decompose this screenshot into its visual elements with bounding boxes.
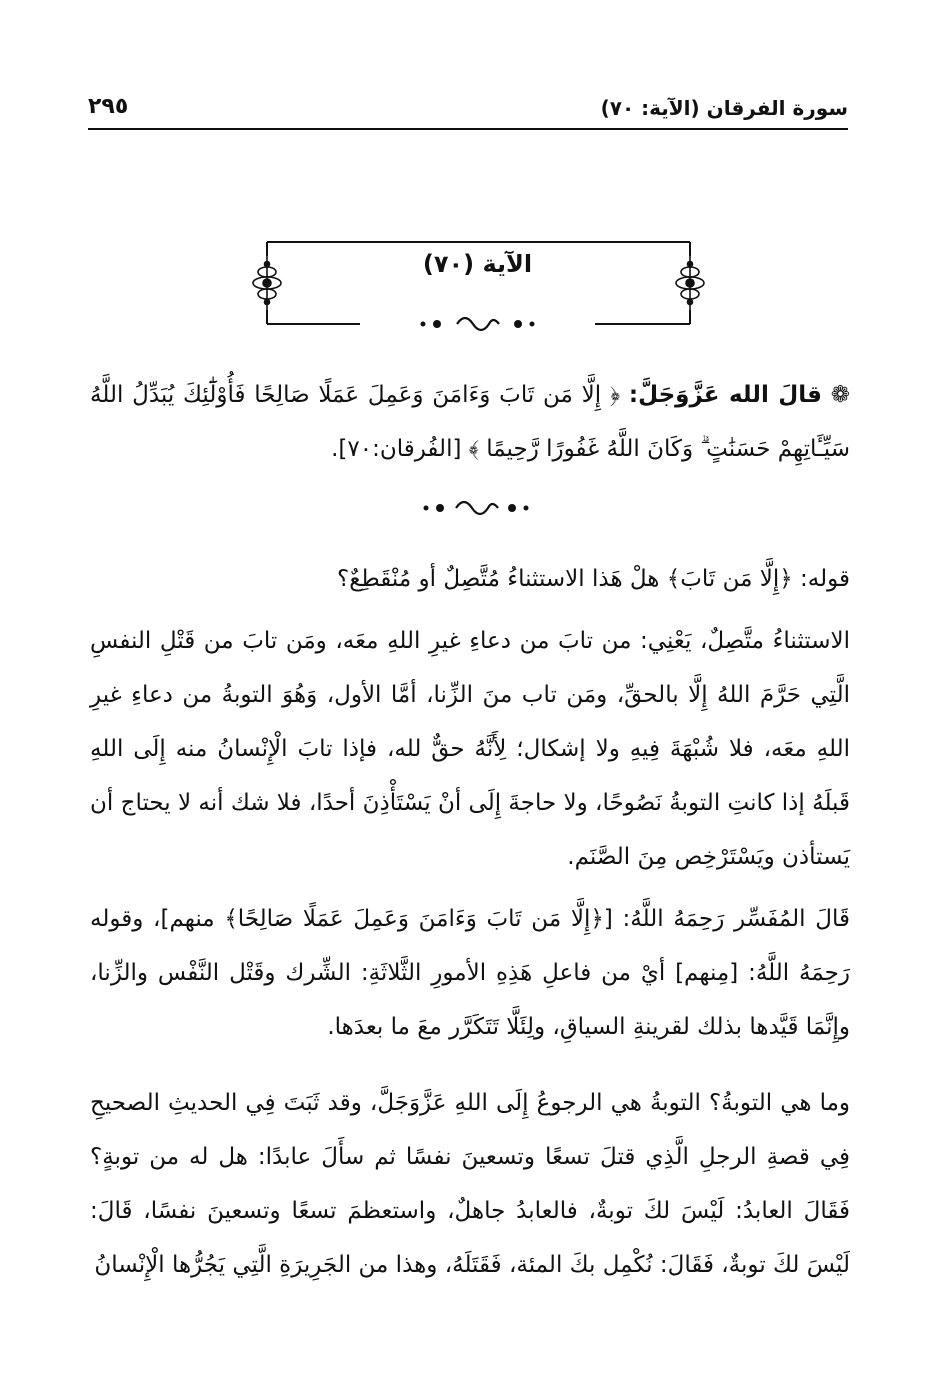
tawbah-paragraph: وما هي التوبةُ؟ التوبةُ هي الرجوعُ إِلَى اللهِ عَزَّوَجَلَّ، وقد ثَبَتَ فِي الحديثِ الصحيحِ فِي قصةِ الرجلِ الَّذِي قتلَ تسعًا وتسعينَ نفسًا ثم سأَلَ عابدًا: هل له من توبةٍ؟ فَقَالَ العابدُ: لَيْسَ لكَ توبةٌ، فالعابدُ جاهلٌ، واستعظمَ تسعًا وتسعينَ نفسًا، قَالَ: لَيْسَ لكَ توبةٌ، فَقَالَ: نُكْمِل بكَ المئة، فَقَتَلَهُ، وهذا من الجَرِيرَةِ الَّتِي يَجُرُّها الْإِنْسانُ [90,1090,850,1278]
verse-marker-icon: ❁ [830,382,851,408]
quran-verse-paragraph [90,368,850,476]
question-paragraph: قوله: ﴿إِلَّا مَن تَابَ﴾ هلْ هَذا الاستثناءُ مُتَّصِلٌ أو مُنْقَطِعٌ؟ [336,566,850,592]
page-number: ٢٩٥ [88,94,129,119]
verse-reference: [الفُرقان:٧٠]. [331,436,462,462]
header-rule [88,128,848,130]
section-title: الآية (٧٠) [422,250,533,278]
section-title-frame [235,236,720,336]
separator-ornament [376,498,576,518]
surah-title: سورة الفرقان (الآية: ٧٠) [600,96,848,120]
verse-intro: قالَ الله عَزَّوَجَلَّ: [628,382,822,408]
verse-text: ﴿ إِلَّا مَن تَابَ وَءَامَنَ وَعَمِلَ عَمَلًا صَالِحًا فَأُوْلَٰٓئِكَ يُبَدِّلُ اللَّهُ سَيِّـَٔاتِهِمْ حَسَنَٰتٍ ۗ وَكَانَ اللَّهُ غَفُورًا رَّحِيمًا ﴾ [90,382,850,462]
page-header [88,94,848,128]
answer-paragraph: الاستثناءُ متَّصِلٌ، يَعْنِي: من تابَ من دعاءِ غيرِ اللهِ معَه، ومَن تابَ من قَتْلِ النفسِ الَّتِي حَرَّمَ اللهُ إِلَّا بالحقِّ، ومَن تاب منَ الزِّنا، أمَّا الأول، وَهُوَ التوبةُ من دعاءِ غيرِ اللهِ معَه، فلا شُبْهَةَ فِيهِ ولا إشكال؛ لِأَنَّهُ حقٌّ لله، فإذا تابَ الْإِنْسانُ منه إِلَى اللهِ قَبلَهُ إذا كانتِ التوبةُ نَصُوحًا، ولا حاجةَ إِلَى أنْ يَسْتَأْذِنَ أحدًا، فلا شك أنه لا يحتاج أن يَستأذن ويَسْتَرْخِص مِنَ الصَّنَم. [90,628,850,870]
commentary-paragraph: قَالَ المُفَسِّر رَحِمَهُ اللَّهُ: [﴿إِلَّا مَن تَابَ وَءَامَنَ وَعَمِلَ عَمَلًا صَالِحًا﴾ منهم]، وقوله رَحِمَهُ اللَّهُ: [مِنهم] أيْ من فاعلِ هَذِهِ الأمورِ الثَّلاثَةِ: الشِّرك وقَتْل النَّفْس والزِّنا، وإِنَّمَا قَيَّدها بذلك لقرينةِ السياقِ، ولِئَلَّا تَتَكَرَّر معَ ما بعدَها. [90,906,850,1040]
dot-separator-ornament [421,318,535,330]
